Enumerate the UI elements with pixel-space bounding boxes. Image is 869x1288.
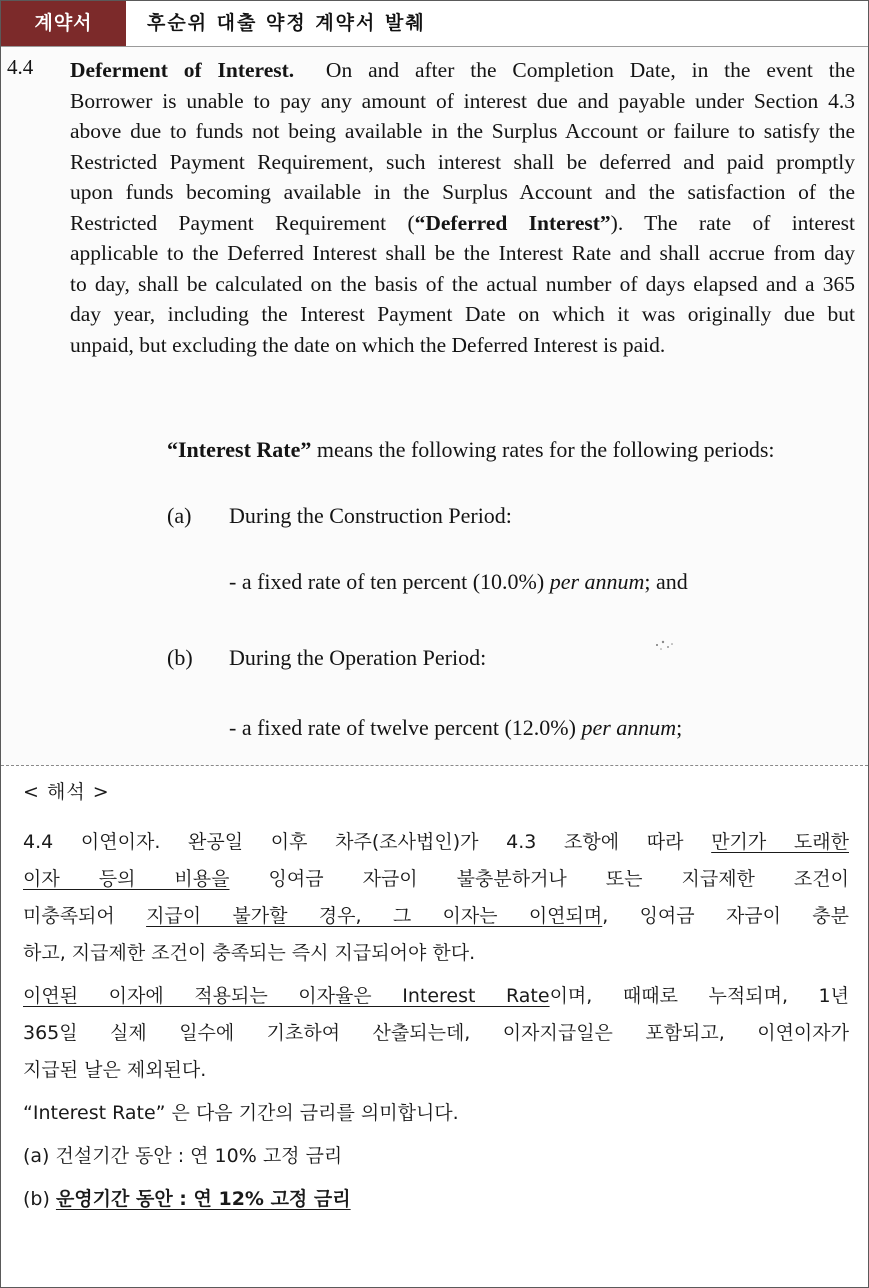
paragraph-line: to day, shall be calculated on the basis of the actual number of days elapsed and a 365	[70, 271, 855, 296]
translation-line: 365일 실제 일수에 기초하여 산출되는데, 이자지급일은 포함되고, 이연이자가	[23, 1022, 849, 1044]
paragraph-line: applicable to the Deferred Interest shall be the Interest Rate and shall accrue from day	[70, 241, 855, 265]
translation-paragraph	[23, 1095, 849, 1132]
page-title: 후순위 대출 약정 계약서 발췌	[147, 12, 426, 34]
translation-line: 하고, 지급제한 조건이 충족되는 즉시 지급되어야 한다.	[23, 942, 476, 964]
translation-line: 이자 등의 비용을 잉여금 자금이 불충분하거나 또는 지급제한 조건이	[23, 868, 849, 890]
paragraph-line: upon funds becoming available in the Surplus Account and the satisfaction of the	[70, 180, 855, 204]
korean-translation	[23, 777, 849, 1224]
translation-line: 4.4 이연이자. 완공일 이후 차주(조사법인)가 4.3 조항에 따라 만기가 도래한	[23, 831, 849, 853]
period-title: During the Operation Period:	[229, 645, 487, 670]
scan-smudge	[651, 635, 679, 653]
translation-line: (a) 건설기간 동안 : 연 10% 고정 금리	[23, 1145, 343, 1167]
translation-item-b	[23, 1181, 849, 1218]
interest-rate-definition: “Interest Rate” means the following rates for the following periods:	[167, 437, 775, 462]
defined-term: “Deferred Interest”	[414, 210, 611, 235]
underlined-phrase: 지급이 불가할 경우, 그 이자는 이연되며	[146, 905, 603, 927]
paragraph-line: Deferment of Interest. On and after the Completion Date, in the event the	[70, 58, 856, 82]
translation-line: (b) 운영기간 동안 : 연 12% 고정 금리	[23, 1188, 351, 1210]
section-divider	[1, 765, 868, 766]
paragraph-line: above due to funds not being available in the Surplus Account or failure to satisfy the	[70, 119, 855, 143]
section-heading: Deferment of Interest.	[70, 58, 295, 82]
underlined-phrase: 이자 등의 비용을	[23, 868, 230, 890]
translation-line: “Interest Rate” 은 다음 기간의 금리를 의미합니다.	[23, 1102, 459, 1124]
period-title: During the Construction Period:	[229, 503, 512, 528]
underlined-phrase: 이연된 이자에 적용되는 이자율은 Interest Rate	[23, 985, 550, 1007]
period-rate: - a fixed rate of twelve percent (12.0%) per annum;	[229, 715, 683, 740]
translation-line: 미충족되어 지급이 불가할 경우, 그 이자는 이연되며, 잉여금 자금이 충분	[23, 905, 850, 927]
translation-line: 지급된 날은 제외된다.	[23, 1059, 207, 1081]
paragraph-line: Borrower is unable to pay any amount of interest due and payable under Section 4.3	[70, 88, 855, 113]
translation-paragraph	[23, 824, 849, 972]
translation-heading: < 해석 >	[23, 781, 110, 803]
defined-term: “Interest Rate”	[167, 437, 312, 462]
underlined-phrase: 만기가 도래한	[711, 831, 849, 853]
category-tag: 계약서	[1, 1, 126, 46]
paragraph-line: unpaid, but excluding the date on which the Deferred Interest is paid.	[70, 332, 666, 357]
emphasized-phrase: 운영기간 동안 : 연 12% 고정 금리	[55, 1188, 351, 1210]
scanned-contract-excerpt	[1, 47, 868, 765]
translation-line: 이연된 이자에 적용되는 이자율은 Interest Rate이며, 때때로 누적되며, 1년	[23, 985, 849, 1007]
period-rate: - a fixed rate of ten percent (10.0%) per annum; and	[229, 569, 688, 594]
paragraph-line: Restricted Payment Requirement, such interest shall be deferred and paid promptly	[70, 149, 855, 174]
section-number: 4.4	[7, 55, 34, 79]
translation-item-a	[23, 1138, 849, 1175]
paragraph-line: Restricted Payment Requirement (“Deferred Interest”). The rate of interest	[70, 210, 855, 235]
period-label: (b)	[167, 645, 193, 670]
translation-paragraph	[23, 978, 849, 1089]
section-paragraph	[70, 55, 855, 360]
header-bar	[1, 1, 868, 47]
paragraph-line: day year, including the Interest Payment Date on which it was originally due but	[70, 302, 855, 326]
period-label: (a)	[167, 503, 192, 528]
